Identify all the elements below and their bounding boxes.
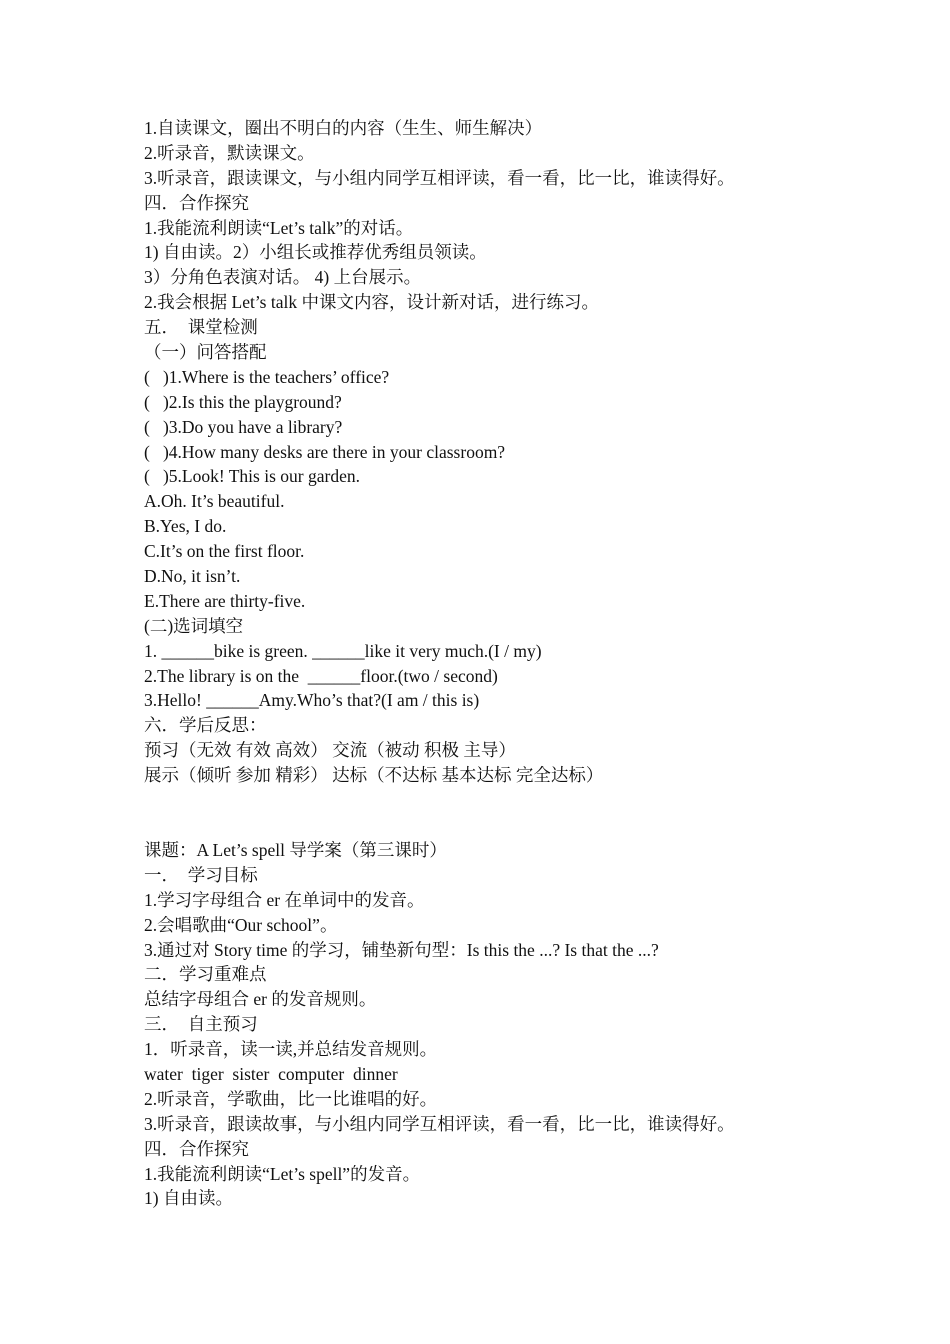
answer-option: B.Yes, I do. <box>144 516 227 537</box>
question-item: ( )2.Is this the playground? <box>144 391 342 412</box>
lets-spell-lesson-section <box>144 838 924 1211</box>
text-line: 1.我能流利朗读“Let’s talk”的对话。 <box>144 217 414 238</box>
section-heading: 三． 自主预习 <box>144 1014 258 1035</box>
lesson-continuation-section <box>144 116 924 788</box>
subsection-heading: (二)选词填空 <box>144 615 244 636</box>
lesson-title: 课题：A Let’s spell 导学案（第三课时） <box>144 840 447 860</box>
text-line: 1．听录音，读一读,并总结发音规则。 <box>144 1039 438 1060</box>
text-line: 3.听录音，跟读课文，与小组内同学互相评读，看一看，比一比，谁读得好。 <box>144 167 735 188</box>
answer-option: A.Oh. It’s beautiful. <box>144 491 285 512</box>
section-heading: 一． 学习目标 <box>144 864 258 885</box>
question-item: ( )1.Where is the teachers’ office? <box>144 366 390 387</box>
text-line: 3）分角色表演对话。 4) 上台展示。 <box>144 267 422 288</box>
text-line: 2.会唱歌曲“Our school”。 <box>144 914 338 935</box>
text-line: 1.学习字母组合 er 在单词中的发音。 <box>144 889 425 910</box>
fill-blank-item: 2.The library is on the ______floor.(two / second) <box>144 665 498 686</box>
text-line: 2.我会根据 Let’s talk 中课文内容，设计新对话，进行练习。 <box>144 292 599 313</box>
question-item: ( )4.How many desks are there in your classroom? <box>144 441 506 462</box>
section-heading: 六．学后反思： <box>144 715 267 736</box>
question-item: ( )5.Look! This is our garden. <box>144 466 360 487</box>
question-item: ( )3.Do you have a library? <box>144 416 343 437</box>
text-line: 1.我能流利朗读“Let’s spell”的发音。 <box>144 1163 421 1184</box>
reflection-line: 预习（无效 有效 高效） 交流（被动 积极 主导） <box>144 740 516 761</box>
text-line: 3.听录音，跟读故事，与小组内同学互相评读，看一看，比一比，谁读得好。 <box>144 1113 735 1134</box>
answer-option: E.There are thirty-five. <box>144 590 306 611</box>
text-line: 1) 自由读。2）小组长或推荐优秀组员领读。 <box>144 242 487 263</box>
section-heading: 五． 课堂检测 <box>144 317 258 338</box>
text-line: 总结字母组合 er 的发音规则。 <box>144 989 377 1010</box>
section-heading: 四．合作探究 <box>144 1138 249 1159</box>
subsection-heading: （一）问答搭配 <box>144 342 267 363</box>
section-heading: 二．学习重难点 <box>144 964 267 985</box>
word-list: water tiger sister computer dinner <box>144 1064 398 1085</box>
text-line: 1) 自由读。 <box>144 1188 233 1209</box>
answer-option: C.It’s on the first floor. <box>144 541 305 562</box>
text-line: 2.听录音，学歌曲，比一比谁唱的好。 <box>144 1088 438 1109</box>
text-line: 2.听录音，默读课文。 <box>144 142 315 163</box>
fill-blank-item: 3.Hello! ______Amy.Who’s that?(I am / this is) <box>144 690 480 711</box>
reflection-line: 展示（倾听 参加 精彩） 达标（不达标 基本达标 完全达标） <box>144 765 604 786</box>
section-heading: 四．合作探究 <box>144 192 249 213</box>
answer-option: D.No, it isn’t. <box>144 566 241 587</box>
text-line: 3.通过对 Story time 的学习，铺垫新句型：Is this the ...? Is that the ...? <box>144 939 659 960</box>
fill-blank-item: 1. ______bike is green. ______like it very much.(I / my) <box>144 640 542 661</box>
text-line: 1.自读课文，圈出不明白的内容（生生、师生解决） <box>144 118 543 138</box>
